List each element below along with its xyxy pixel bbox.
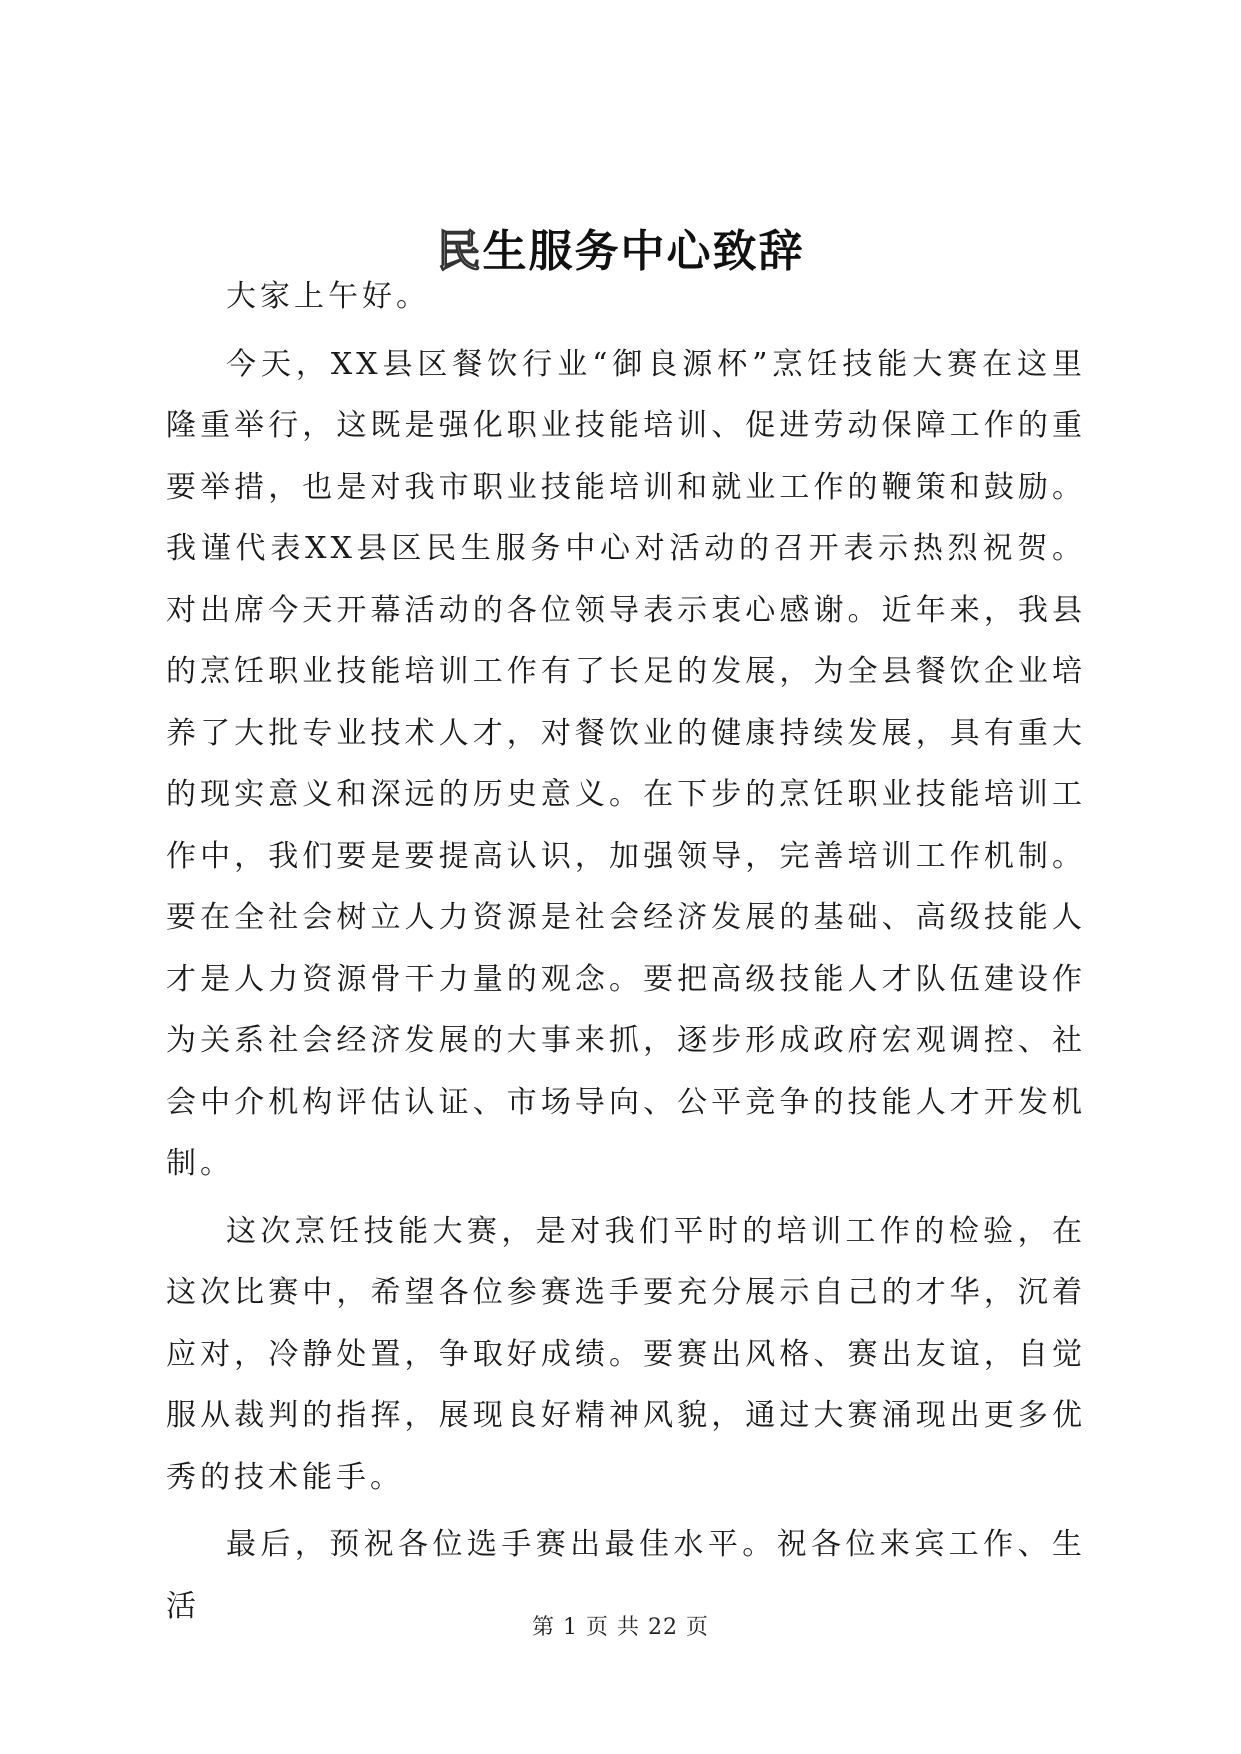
title-text: 生服务中心致辞 bbox=[482, 226, 805, 277]
paragraph-closing: 最后，预祝各位选手赛出最佳水平。祝各位来宾工作、生活 bbox=[166, 1527, 1086, 1624]
paragraph-opening: 今天，XX县区餐饮行业“御良源杯”烹饪技能大赛在这里隆重举行，这既是强化职业技能培训、促进劳动保障工作的重要举措，也是对我市职业技能培训和就业工作的鞭策和鼓励。我谨代表XX县区民生服务中心对活动的召开表示热烈祝贺。对出席今天开幕活动的各位领导表示衷心感谢。近年来，我县的烹饪职业技能培训工作有了长足的发展，为全县餐饮企业培养了大批专业技术人才，对餐饮业的健康持续发展，具有重大的现实意义和深远的历史意义。在下步的烹饪职业技能培训工作中，我们要是要提高认识，加强领导，完善培训工作机制。要在全社会树立人力资源是社会经济发展的基础、高级技能人才是人力资源骨干力量的观念。要把高级技能人才队伍建设作为关系社会经济发展的大事来抓，逐步形成政府宏观调控、社会中介机构评估认证、市场导向、公平竞争的技能人才开发机制。 bbox=[166, 346, 1086, 1181]
paragraph-competition: 这次烹饪技能大赛，是对我们平时的培训工作的检验，在这次比赛中，希望各位参赛选手要充分展示自己的才华，沉着应对，冷静处置，争取好成绩。要赛出风格、赛出友谊，自觉服从裁判的指挥，展现良好精神风貌，通过大赛涌现出更多优秀的技术能手。 bbox=[166, 1213, 1086, 1495]
title-first-char: 民 bbox=[436, 226, 483, 277]
paragraph-greeting: 大家上午好。 bbox=[226, 279, 430, 314]
document-body bbox=[166, 266, 1086, 1637]
page-number-footer: 第 1 页 共 22 页 bbox=[532, 1615, 709, 1640]
